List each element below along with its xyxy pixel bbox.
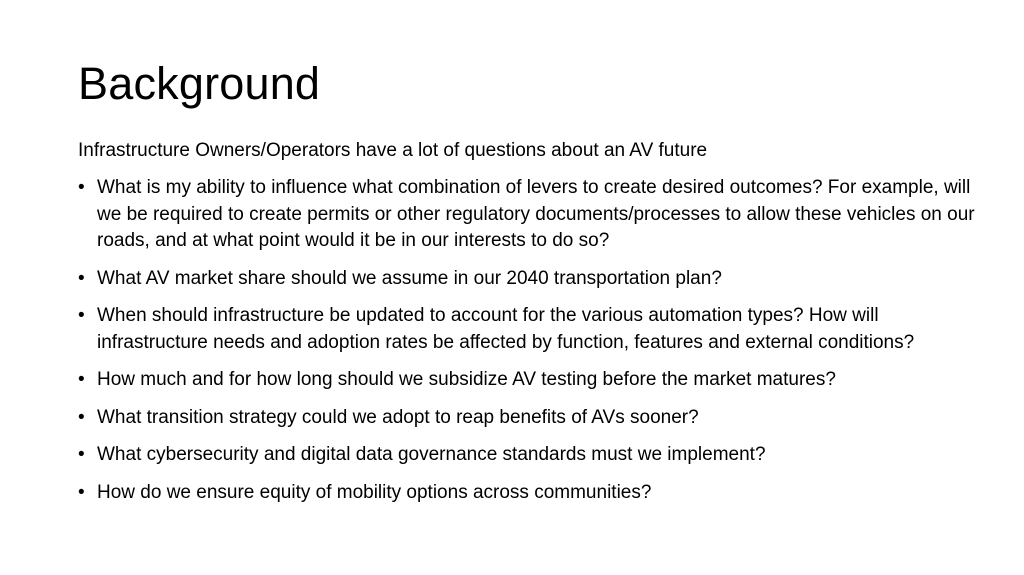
bullet-text: What transition strategy could we adopt to reap benefits of AVs sooner? [97,406,699,428]
bullet-text: When should infrastructure be updated to account for the various automation types? How will infrastructure needs and adoption rates be affected by function, features and external conditions? [97,305,915,353]
bullet-icon: • [78,444,85,465]
bullet-list [78,175,978,517]
list-item [78,405,978,432]
intro-text: Infrastructure Owners/Operators have a lot of questions about an AV future [78,140,708,161]
list-item [78,367,978,394]
slide-title: Background [78,58,321,109]
list-item [78,480,978,507]
bullet-icon: • [78,369,85,390]
bullet-icon: • [78,406,85,428]
list-item [78,266,978,293]
bullet-text: How do we ensure equity of mobility options across communities? [97,481,652,503]
list-item [78,175,978,255]
list-item [78,303,978,356]
bullet-text: What cybersecurity and digital data governance standards must we implement? [97,444,766,465]
bullet-text: What AV market share should we assume in our 2040 transportation plan? [97,267,722,289]
bullet-icon: • [78,481,85,503]
bullet-icon: • [78,305,85,326]
bullet-icon: • [78,177,85,198]
list-item [78,442,978,469]
bullet-text: What is my ability to influence what combination of levers to create desired outcomes? For example, will we be required to create permits or other regulatory documents/processes to allow these vehicles on our roads, and at what point would it be in our interests to do so? [97,177,975,251]
bullet-text: How much and for how long should we subsidize AV testing before the market matures? [97,369,836,390]
bullet-icon: • [78,267,85,289]
